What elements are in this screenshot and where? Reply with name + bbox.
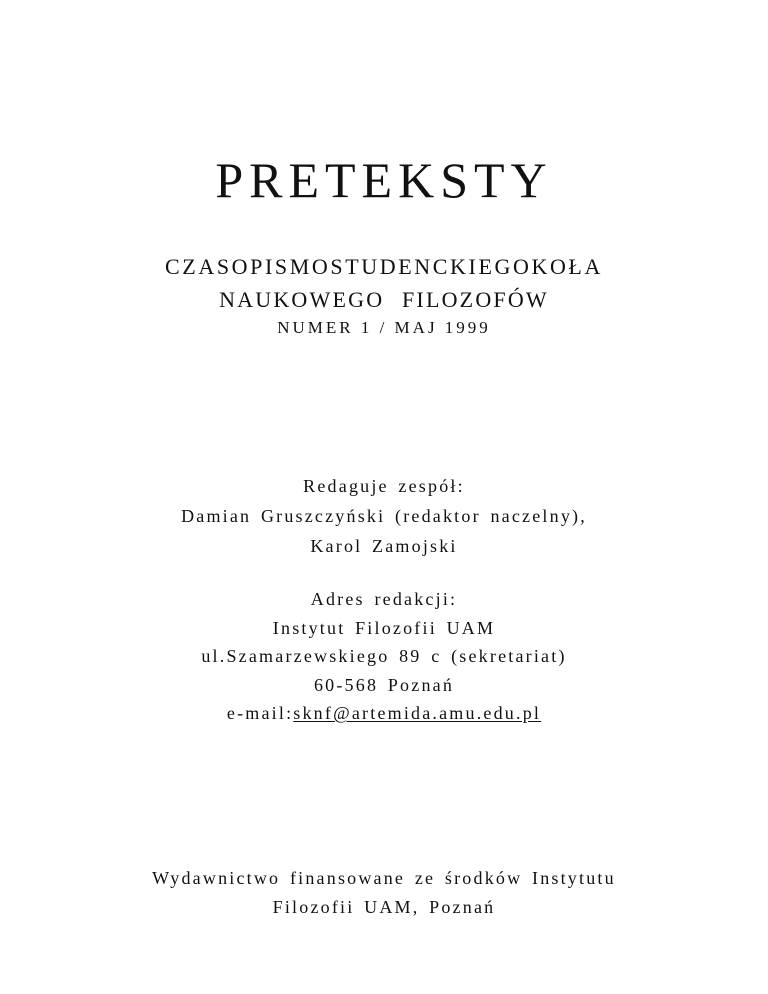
email-label: e-mail: (226, 703, 294, 723)
issue-number: NUMER 1 / MAJ 1999 (277, 318, 491, 337)
subtitle-line-2: NAUKOWEGO FILOZOFÓW (219, 287, 549, 312)
funding-note-line-2: Filozofii UAM, Poznań (272, 897, 496, 917)
address-street: ul.Szamarzewskiego 89 c (sekretariat) (201, 646, 567, 666)
email-link[interactable]: sknf@artemida.amu.edu.pl (293, 703, 542, 723)
editor-member: Karol Zamojski (310, 536, 458, 556)
journal-title: PRETEKSTY (215, 152, 553, 208)
subtitle-line-1: CZASOPISMOSTUDENCKIEGOKOŁA (165, 254, 603, 279)
editors-heading: Redaguje zespół: (303, 476, 465, 496)
email-line (0, 701, 768, 725)
address-city: 60-568 Poznań (313, 675, 455, 695)
address-institute: Instytut Filozofii UAM (272, 618, 496, 638)
address-heading: Adres redakcji: (310, 589, 458, 609)
editor-in-chief: Damian Gruszczyński (redaktor naczelny), (181, 506, 587, 526)
funding-note-line-1: Wydawnictwo finansowane ze środków Instytutu (152, 868, 616, 888)
